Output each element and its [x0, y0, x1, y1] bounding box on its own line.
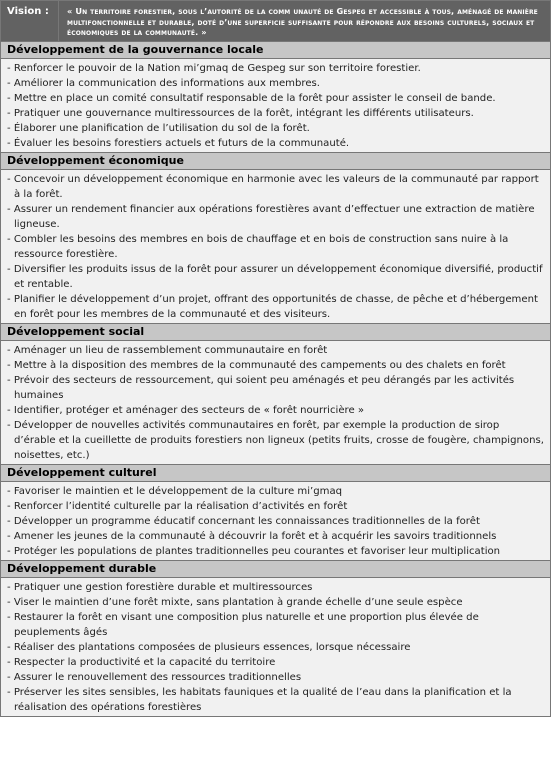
vision-statement: « Un territoire forestier, sous l’autorité de la comm unauté de Gespeg et accessible à tous, aménagé de manière multifonctionnelle et durable, doté d’une superficie suffisante pour répondre aux besoins culturels, sociaux et économiques de la communauté. »	[59, 1, 551, 42]
objective-item: - Renforcer le pouvoir de la Nation mi’gmaq de Gespeg sur son territoire forestier.	[7, 61, 544, 76]
objective-item: - Identifier, protéger et aménager des secteurs de « forêt nourricière »	[7, 403, 544, 418]
section-header-row	[1, 323, 551, 340]
objective-item: - Développer de nouvelles activités communautaires en forêt, par exemple la production de sirop d’érable et la cueillette de produits forestiers non ligneux (petits fruits, crosse de fougère, champignons, noisettes, etc.)	[7, 418, 544, 463]
section-header-row	[1, 464, 551, 481]
section-title: Développement social	[1, 323, 551, 340]
objective-item: - Favoriser le maintien et le développement de la culture mi’gmaq	[7, 484, 544, 499]
objective-item: - Respecter la productivité et la capacité du territoire	[7, 655, 544, 670]
objective-list	[7, 343, 544, 463]
objective-item: - Restaurer la forêt en visant une composition plus naturelle et une proportion plus élevée de peuplements âgés	[7, 610, 544, 640]
sections-body	[1, 41, 551, 716]
objective-item: - Mettre à la disposition des membres de la communauté des campements ou des chalets en forêt	[7, 358, 544, 373]
objective-item: - Renforcer l’identité culturelle par la réalisation d’activités en forêt	[7, 499, 544, 514]
objective-list	[7, 61, 544, 151]
objective-item: - Pratiquer une gestion forestière durable et multiressources	[7, 580, 544, 595]
objective-list	[7, 172, 544, 322]
section-items	[1, 169, 551, 323]
section-title: Développement culturel	[1, 464, 551, 481]
section-title: Développement de la gouvernance locale	[1, 41, 551, 58]
objective-item: - Mettre en place un comité consultatif responsable de la forêt pour assister le conseil de bande.	[7, 91, 544, 106]
vision-label: Vision :	[1, 1, 59, 42]
objective-item: - Assurer le renouvellement des ressources traditionnelles	[7, 670, 544, 685]
section-body-row	[1, 58, 551, 152]
objective-item: - Pratiquer une gouvernance multiressources de la forêt, intégrant les différents utilisateurs.	[7, 106, 544, 121]
section-header-row	[1, 152, 551, 169]
section-items	[1, 58, 551, 152]
objective-item: - Développer un programme éducatif concernant les connaissances traditionnelles de la forêt	[7, 514, 544, 529]
objective-item: - Assurer un rendement financier aux opérations forestières avant d’effectuer une extraction de matière ligneuse.	[7, 202, 544, 232]
objective-item: - Diversifier les produits issus de la forêt pour assurer un développement économique diversifié, productif et rentable.	[7, 262, 544, 292]
section-body-row	[1, 340, 551, 464]
objective-item: - Améliorer la communication des informations aux membres.	[7, 76, 544, 91]
objective-item: - Évaluer les besoins forestiers actuels et futurs de la communauté.	[7, 136, 544, 151]
objective-item: - Protéger les populations de plantes traditionnelles peu courantes et favoriser leur multiplication	[7, 544, 544, 559]
section-body-row	[1, 577, 551, 716]
section-title: Développement économique	[1, 152, 551, 169]
objective-list	[7, 484, 544, 559]
vision-row	[1, 1, 551, 42]
section-items	[1, 340, 551, 464]
objective-item: - Prévoir des secteurs de ressourcement, qui soient peu aménagés et peu dérangés par les activités humaines	[7, 373, 544, 403]
objective-item: - Réaliser des plantations composées de plusieurs essences, lorsque nécessaire	[7, 640, 544, 655]
objective-item: - Élaborer une planification de l’utilisation du sol de la forêt.	[7, 121, 544, 136]
objective-item: - Planifier le développement d’un projet, offrant des opportunités de chasse, de pêche et d’hébergement en forêt pour les membres de la communauté et des visiteurs.	[7, 292, 544, 322]
objective-item: - Concevoir un développement économique en harmonie avec les valeurs de la communauté par rapport à la forêt.	[7, 172, 544, 202]
section-body-row	[1, 481, 551, 560]
objective-item: - Combler les besoins des membres en bois de chauffage et en bois de construction sans nuire à la ressource forestière.	[7, 232, 544, 262]
section-items	[1, 577, 551, 716]
section-items	[1, 481, 551, 560]
section-title: Développement durable	[1, 560, 551, 577]
objective-item: - Viser le maintien d’une forêt mixte, sans plantation à grande échelle d’une seule espèce	[7, 595, 544, 610]
section-body-row	[1, 169, 551, 323]
objective-item: - Amener les jeunes de la communauté à découvrir la forêt et à acquérir les savoirs traditionnels	[7, 529, 544, 544]
objective-list	[7, 580, 544, 715]
objective-item: - Aménager un lieu de rassemblement communautaire en forêt	[7, 343, 544, 358]
objective-item: - Préserver les sites sensibles, les habitats fauniques et la qualité de l’eau dans la planification et la réalisation des opérations forestières	[7, 685, 544, 715]
section-header-row	[1, 560, 551, 577]
section-header-row	[1, 41, 551, 58]
